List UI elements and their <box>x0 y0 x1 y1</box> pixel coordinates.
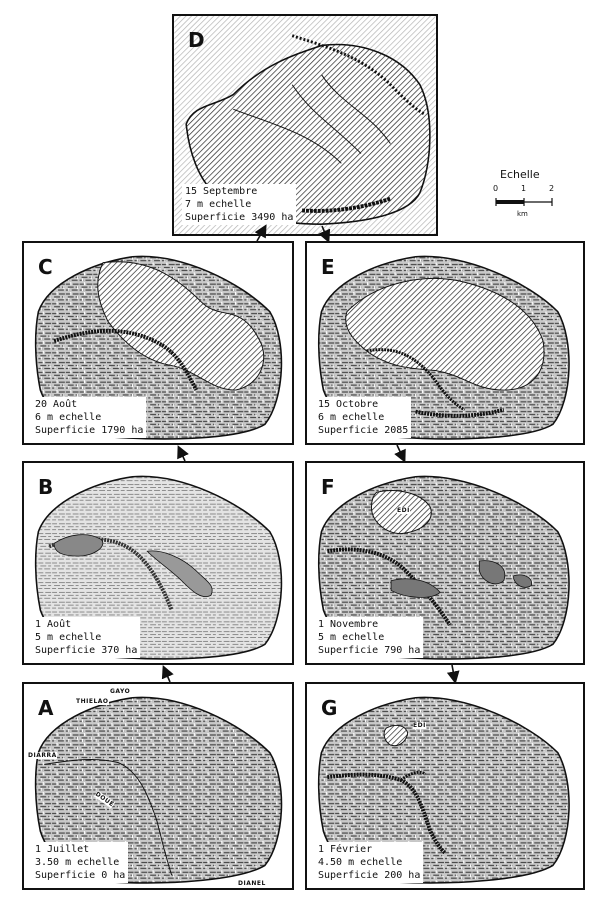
panel-letter: E <box>321 255 335 279</box>
place-label-diarra: DIARRA <box>28 752 57 759</box>
arrow-d-to-e <box>322 226 328 240</box>
caption-date: 1 Juillet <box>35 844 90 855</box>
caption-date: 20 Août <box>35 399 78 410</box>
panel-letter: F <box>321 475 335 499</box>
caption-area: Superficie 0 ha <box>35 870 126 881</box>
arrow-a-to-b <box>164 668 170 682</box>
caption-area: Superficie 370 ha <box>35 645 138 656</box>
panel-letter: G <box>321 696 338 720</box>
caption-level: 6 m echelle <box>35 412 102 423</box>
caption-date: 1 Août <box>35 619 72 630</box>
place-label-thielao: THIELAO <box>76 698 109 705</box>
caption-date: 15 Septembre <box>185 186 258 197</box>
scale-tick-2: 2 <box>549 184 555 193</box>
arrow-b-to-c <box>179 448 185 461</box>
caption-level: 3.50 m echelle <box>35 857 120 868</box>
caption-area: Superficie 790 ha <box>318 645 421 656</box>
panel-letter: D <box>188 28 205 52</box>
caption-level: 7 m echelle <box>185 199 252 210</box>
place-label-gayo: GAYO <box>110 688 131 695</box>
caption-date: 1 Novembre <box>318 619 379 630</box>
panel-letter: C <box>38 255 53 279</box>
scale-unit: km <box>517 210 528 218</box>
place-label-edi: EDI <box>397 507 410 514</box>
caption-date: 1 Février <box>318 844 373 855</box>
scale-title: Echelle <box>500 168 540 181</box>
caption-area: Superficie 2085 <box>318 425 409 436</box>
caption-date: 15 Octobre <box>318 399 379 410</box>
place-label-dianel: DIANEL <box>238 880 266 887</box>
scale-tick-0: 0 <box>493 184 499 193</box>
place-label-doue: DOUÉ <box>93 790 116 809</box>
arrow-e-to-f <box>397 445 404 460</box>
caption-area: Superficie 200 ha <box>318 870 421 881</box>
arrow-c-to-d <box>257 227 265 241</box>
caption-level: 4.50 m echelle <box>318 857 403 868</box>
scale-tick-1: 1 <box>521 184 527 193</box>
panel-letter: B <box>38 475 54 499</box>
caption-area: Superficie 3490 ha <box>185 212 294 223</box>
caption-level: 5 m echelle <box>318 632 385 643</box>
caption-level: 5 m echelle <box>35 632 102 643</box>
caption-level: 6 m echelle <box>318 412 385 423</box>
arrow-f-to-g <box>452 665 455 681</box>
panel-letter: A <box>38 696 54 720</box>
caption-area: Superficie 1790 ha <box>35 425 144 436</box>
place-label-edi: EDI <box>413 722 426 729</box>
